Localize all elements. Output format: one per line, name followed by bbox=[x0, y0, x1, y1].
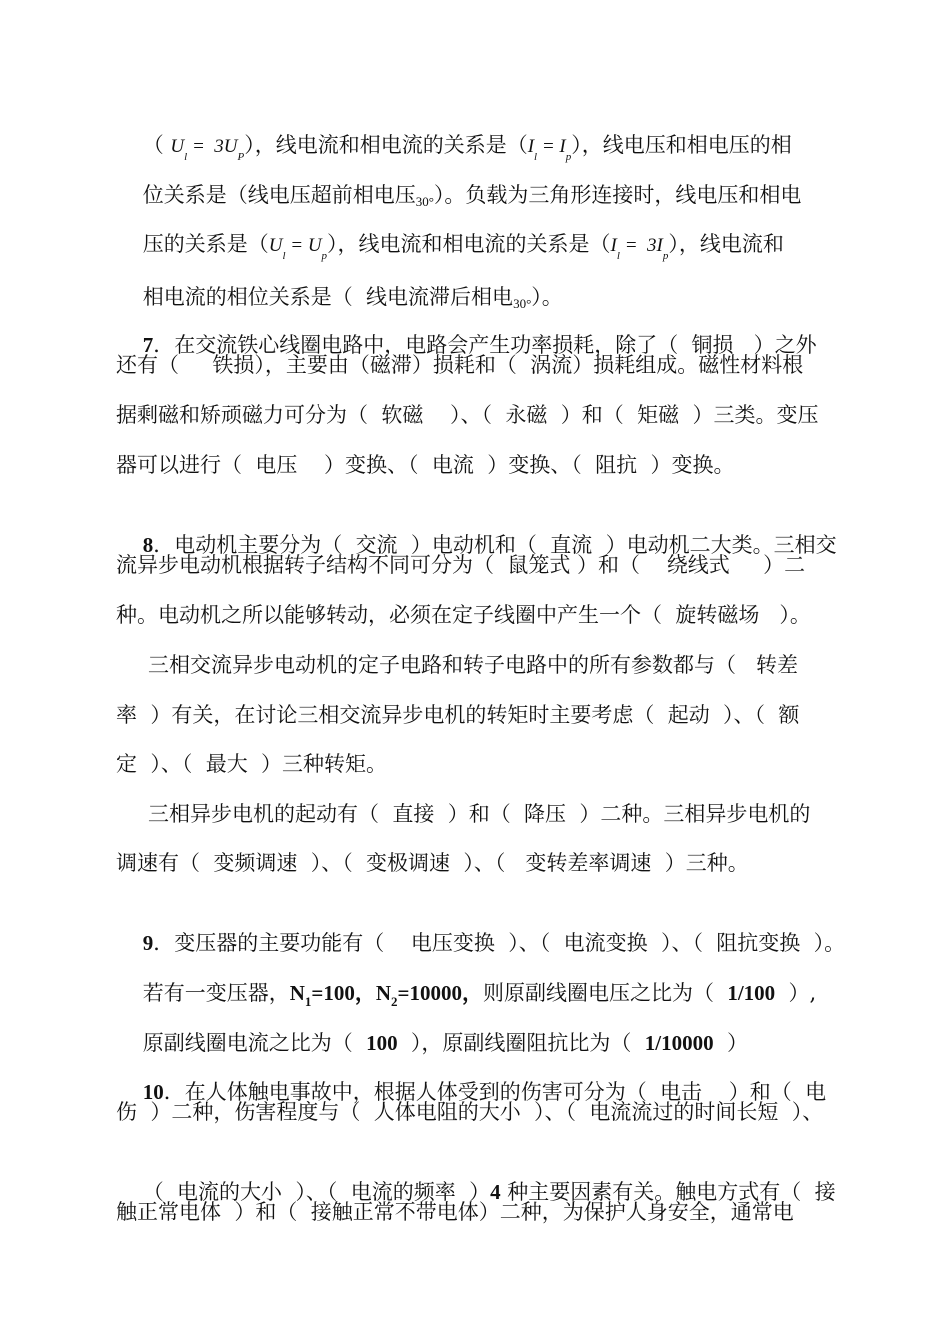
text-line: 据剩磁和矫顽磁力可分为（ 软磁 ）、（ 永磁 ）和（ 矩磁 ）三类。变压 bbox=[116, 403, 819, 427]
turns-n2: N bbox=[375, 981, 392, 1005]
text-line: 三相异步电机的起动有（ 直接 ）和（ 降压 ）二种。三相异步电机的 bbox=[148, 802, 811, 826]
text-line: 相电流的相位关系是（ 线电流滞后相电30°）。 bbox=[142, 285, 563, 311]
question-number: 8 bbox=[142, 533, 154, 557]
question-10: 10．在人体触电事故中，根据人体受到的伤害可分为（ 电击 ）和（ 电 bbox=[142, 1080, 827, 1104]
text-line: （ 电流的大小 ）、（ 电流的频率 ）4 种主要因素有关。触电方式有（ 接 bbox=[142, 1180, 836, 1204]
question-7: 7．在交流铁心线圈电路中，电路会产生功率损耗，除了（ 铜损 ）之外 bbox=[142, 333, 817, 357]
text-line: 三相交流异步电动机的定子电路和转子电路中的所有参数都与（ 转差 bbox=[148, 653, 799, 677]
formula-line-current: $I_l = I_p$ bbox=[527, 136, 572, 163]
current-ratio: 100 bbox=[366, 1031, 398, 1055]
text-line: 定 ）、（ 最大 ）三种转矩。 bbox=[116, 752, 388, 776]
factor-count: 4 bbox=[490, 1180, 501, 1204]
text-span: ），线电流和相电流的关系是（ bbox=[244, 133, 528, 157]
text-line: 触正常电体 ）和（ 接触正常不带电体）二种，为保护人身安全，通常电 bbox=[116, 1200, 794, 1224]
text-line: 率 ）有关，在讨论三相交流异步电机的转矩时主要考虑（ 起动 ）、（ 额 bbox=[116, 703, 800, 727]
text-line: 还有（ 铁损），主要由（磁滞）损耗和（ 涡流）损耗组成。磁性材料根 bbox=[116, 353, 804, 377]
text-line: 伤 ）二种，伤害程度与（ 人体电阻的大小 ）、（ 电流流过的时间长短 ）、 bbox=[116, 1100, 824, 1124]
turns-n1: N bbox=[289, 981, 305, 1005]
formula-line-voltage: $U_l = U_p$ bbox=[268, 235, 328, 262]
voltage-ratio: 1/100 bbox=[727, 981, 776, 1005]
question-number: 9 bbox=[142, 931, 154, 955]
text-line: 器可以进行（ 电压 ）变换、（ 电流 ）变换、（ 阻抗 ）变换。 bbox=[116, 453, 735, 477]
question-number: 7 bbox=[142, 333, 154, 357]
text-line: 流异步电动机根据转子结构不同可分为（ 鼠笼式 ）和（ 绕线式 ）二 bbox=[116, 553, 806, 577]
text-span: ），线电压和相电压的相 bbox=[571, 133, 792, 157]
text-line: 位关系是（线电压超前相电压30°）。负载为三角形连接时，线电压和相电 bbox=[142, 183, 802, 209]
text-span: （ bbox=[142, 133, 171, 157]
text-line: 若有一变压器，$N_1=100$，$N_2=10000$，则原副线圈电压之比为（ 1/100 ）, bbox=[142, 981, 817, 1009]
question-9: 9．变压器的主要功能有（ 电压变换 ）、（ 电流变换 ）、（ 阻抗变换 ）。 bbox=[142, 931, 846, 955]
question-number: 10 bbox=[142, 1080, 164, 1104]
text-line bbox=[116, 100, 836, 163]
question-8: 8．电动机主要分为（ 交流 ）电动机和（ 直流 ）电动机二大类。三相交 bbox=[142, 533, 837, 557]
text-line: 压的关系是$(U_l = U_p)$，线电流和相电流的关系是$(I_l = 3I_p)$，线电流和 bbox=[142, 232, 784, 262]
angle-value: 30° bbox=[415, 194, 434, 209]
text-line: 种。电动机之所以能够转动，必须在定子线圈中产生一个（ 旋转磁场 ）。 bbox=[116, 603, 811, 627]
formula-line-voltage: $U_l = 3U_P$ bbox=[170, 136, 245, 163]
text-line: 调速有（ 变频调速 ）、（ 变极调速 ）、（ 变转差率调速 ）三种。 bbox=[116, 851, 749, 875]
formula-line-current: $I_l = 3I_p$ bbox=[610, 235, 669, 262]
angle-value: 30° bbox=[513, 296, 532, 311]
text-line: 原副线圈电流之比为（ 100 ），原副线圈阻抗比为（ 1/10000 ） bbox=[142, 1031, 748, 1055]
impedance-ratio: 1/10000 bbox=[644, 1031, 714, 1055]
